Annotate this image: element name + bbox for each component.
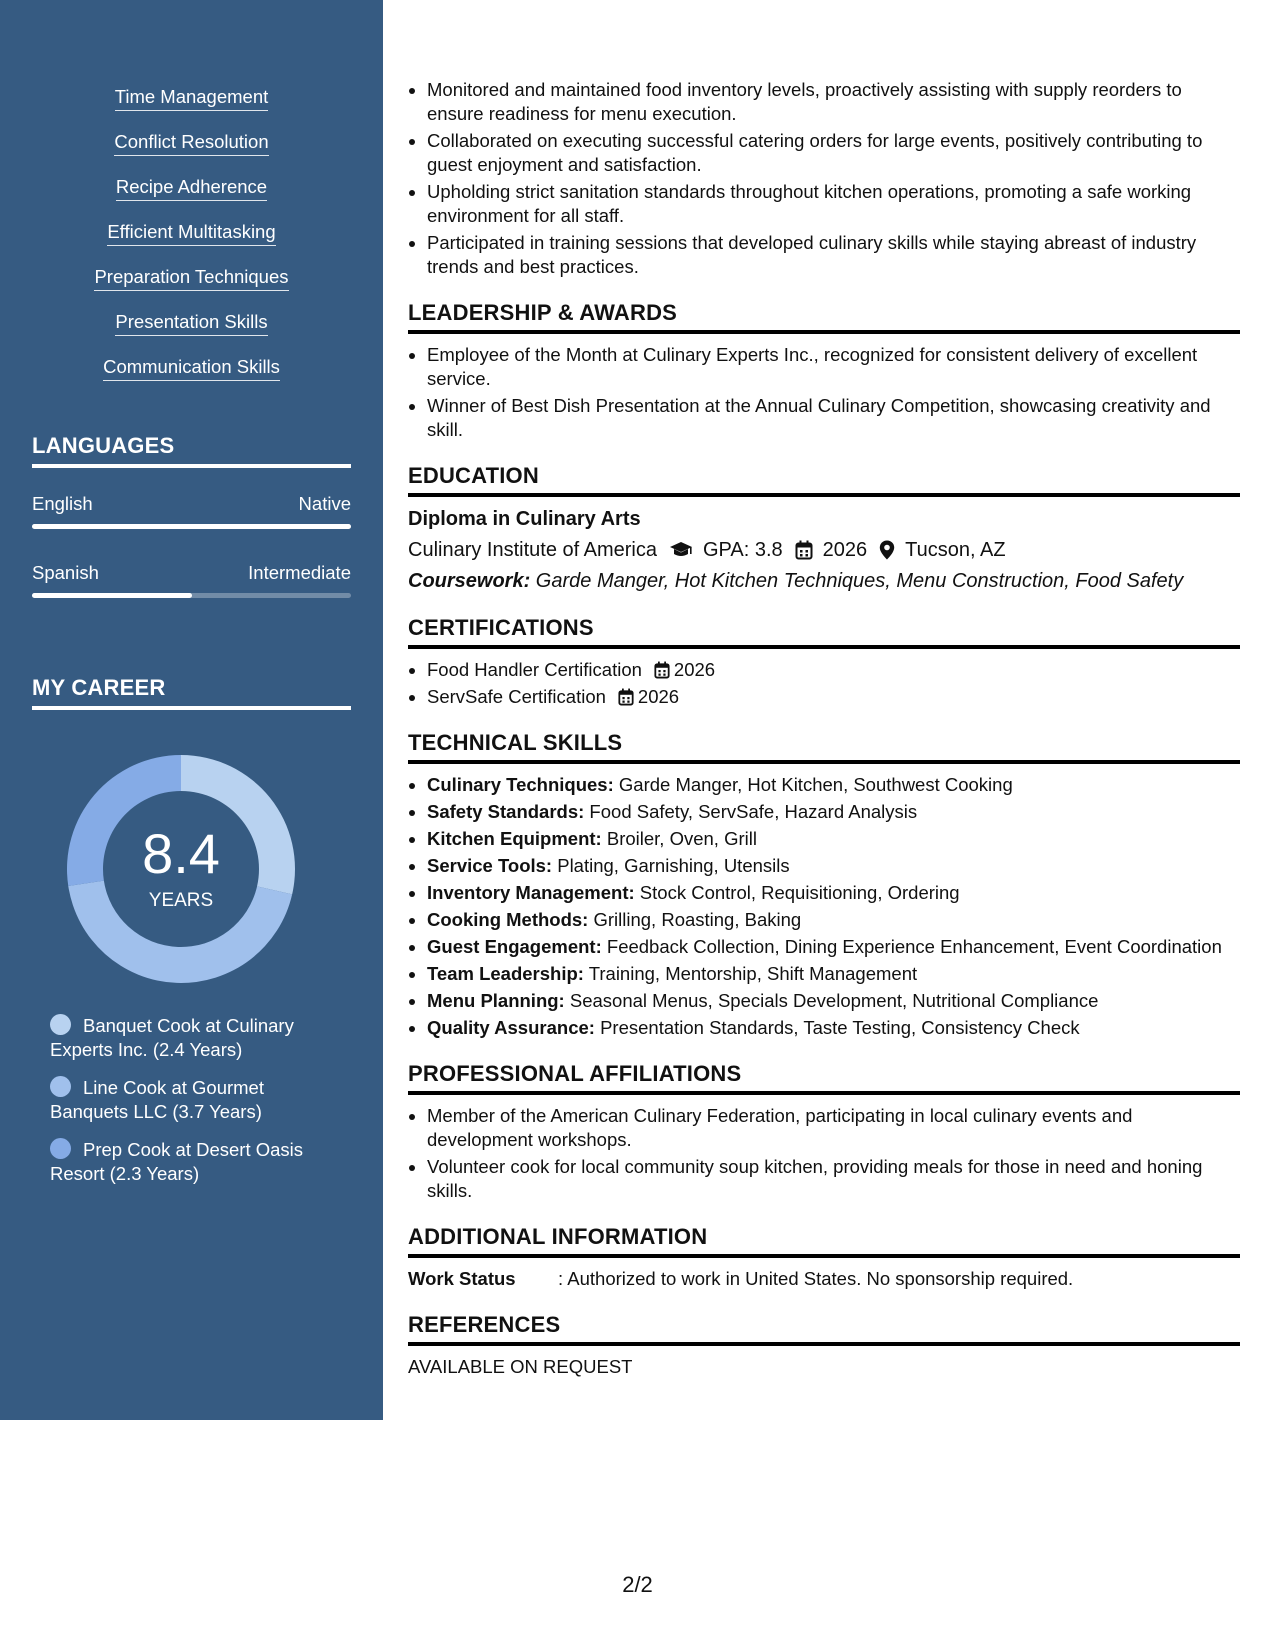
certification-item <box>427 658 1240 682</box>
tech-skill-item <box>427 881 1240 905</box>
leadership-item: • Employee of the Month at Culinary Experts Inc., recognized for consistent delivery of excellent service. <box>427 343 1240 391</box>
education-details <box>408 537 1240 563</box>
career-item <box>50 1138 340 1186</box>
certifications-list <box>408 658 1240 709</box>
experience-bullet: • Participated in training sessions that developed culinary skills while staying abreast of industry trends and best practices. <box>427 231 1240 279</box>
education-coursework <box>408 568 1240 594</box>
tech-skill-value: Broiler, Oven, Grill <box>601 828 757 849</box>
main-content <box>408 78 1240 1379</box>
certification-year: 2026 <box>673 659 716 680</box>
language-bar-fill <box>32 593 192 598</box>
career-total-years: 8.4 <box>142 822 220 885</box>
tech-skill-item <box>427 854 1240 878</box>
certification-name: • ServSafe Certification <box>427 686 606 707</box>
sidebar <box>0 0 383 1420</box>
skill-item <box>0 86 383 131</box>
tech-skill-label: Safety Standards: <box>427 801 585 822</box>
leadership-list <box>408 343 1240 442</box>
technical-skills-list <box>408 773 1240 1040</box>
languages-heading: LANGUAGES <box>32 433 351 468</box>
tech-skill-item <box>427 962 1240 986</box>
career-item-text: Line Cook at Gourmet Banquets LLC (3.7 Years) <box>50 1077 264 1122</box>
certification-item <box>427 685 1240 709</box>
work-status-value: : Authorized to work in United States. No sponsorship required. <box>558 1268 1074 1289</box>
tech-skill-item <box>427 908 1240 932</box>
skill-label: Conflict Resolution <box>114 131 268 156</box>
location-pin-icon <box>879 540 895 560</box>
calendar-icon <box>654 661 670 679</box>
experience-bullets <box>408 78 1240 279</box>
references-text: AVAILABLE ON REQUEST <box>408 1356 633 1377</box>
tech-skill-label: Team Leadership: <box>427 963 584 984</box>
tech-skill-item <box>427 773 1240 797</box>
skill-label: Communication Skills <box>103 356 280 381</box>
skill-item <box>0 266 383 311</box>
affiliation-item: • Volunteer cook for local community soup kitchen, providing meals for those in need and honing skills. <box>427 1155 1240 1203</box>
tech-skill-item <box>427 989 1240 1013</box>
career-item-text: Prep Cook at Desert Oasis Resort (2.3 Years) <box>50 1139 304 1184</box>
language-row-spanish <box>32 562 351 584</box>
tech-skill-item <box>427 827 1240 851</box>
career-legend-dot <box>50 1076 71 1097</box>
language-bar-fill <box>32 524 351 529</box>
skill-item <box>0 356 383 401</box>
calendar-icon <box>795 540 813 560</box>
education-heading: EDUCATION <box>408 462 1240 497</box>
additional-info-heading: ADDITIONAL INFORMATION <box>408 1223 1240 1258</box>
skill-item <box>0 176 383 221</box>
affiliations-heading: PROFESSIONAL AFFILIATIONS <box>408 1060 1240 1095</box>
page-number: 2/2 <box>622 1572 653 1597</box>
tech-skill-value: Stock Control, Requisitioning, Ordering <box>634 882 960 903</box>
education-degree: Diploma in Culinary Arts <box>408 508 641 530</box>
soft-skills-list <box>0 86 383 401</box>
career-heading: MY CAREER <box>32 675 351 710</box>
language-name: English <box>32 493 93 514</box>
skill-item <box>0 221 383 266</box>
education-year: 2026 <box>822 539 868 561</box>
experience-bullet: • Monitored and maintained food inventory levels, proactively assisting with supply reorders to ensure readiness for menu execution. <box>427 78 1240 126</box>
affiliation-item: • Member of the American Culinary Federation, participating in local culinary events and development workshops. <box>427 1104 1240 1152</box>
language-name: Spanish <box>32 562 99 583</box>
leadership-heading: LEADERSHIP & AWARDS <box>408 299 1240 334</box>
career-item <box>50 1014 340 1062</box>
tech-skill-label: Quality Assurance: <box>427 1017 595 1038</box>
education-gpa: GPA: 3.8 <box>703 539 783 561</box>
references-heading: REFERENCES <box>408 1311 1240 1346</box>
tech-skill-value: Garde Manger, Hot Kitchen, Southwest Cooking <box>613 774 1013 795</box>
work-status-label: Work Status <box>408 1268 516 1289</box>
career-legend-dot <box>50 1138 71 1159</box>
tech-skill-value: Food Safety, ServSafe, Hazard Analysis <box>584 801 918 822</box>
education-location: Tucson, AZ <box>905 539 1006 561</box>
education-school: Culinary Institute of America <box>408 539 657 561</box>
coursework-label: Coursework: <box>408 570 531 592</box>
skill-label: Recipe Adherence <box>116 176 267 201</box>
experience-bullet: • Collaborated on executing successful catering orders for large events, positively contributing to guest enjoyment and satisfaction. <box>427 129 1240 177</box>
experience-bullet: • Upholding strict sanitation standards throughout kitchen operations, promoting a safe working environment for all staff. <box>427 180 1240 228</box>
career-legend-dot <box>50 1014 71 1035</box>
tech-skill-value: Feedback Collection, Dining Experience Enhancement, Event Coordination <box>601 936 1222 957</box>
career-item <box>50 1076 340 1124</box>
tech-skill-value: Presentation Standards, Taste Testing, Consistency Check <box>594 1017 1080 1038</box>
affiliations-list <box>408 1104 1240 1203</box>
tech-skill-item <box>427 1016 1240 1040</box>
graduation-cap-icon <box>669 541 693 559</box>
skill-label: Time Management <box>115 86 269 111</box>
tech-skill-value: Plating, Garnishing, Utensils <box>552 855 790 876</box>
work-status-row <box>408 1267 1240 1291</box>
calendar-icon <box>618 688 634 706</box>
leadership-item: • Winner of Best Dish Presentation at the Annual Culinary Competition, showcasing creativity and skill. <box>427 394 1240 442</box>
tech-skill-label: Culinary Techniques: <box>427 774 614 795</box>
language-bar-spanish <box>32 593 351 598</box>
language-level: Intermediate <box>248 562 351 583</box>
tech-skill-label: Guest Engagement: <box>427 936 602 957</box>
tech-skill-item <box>427 935 1240 959</box>
coursework-value: Garde Manger, Hot Kitchen Techniques, Menu Construction, Food Safety <box>530 570 1184 592</box>
skill-label: Efficient Multitasking <box>107 221 275 246</box>
skill-item <box>0 311 383 356</box>
tech-skill-label: Menu Planning: <box>427 990 565 1011</box>
career-item-text: Banquet Cook at Culinary Experts Inc. (2.4 Years) <box>50 1015 294 1060</box>
career-total-unit: YEARS <box>148 890 214 911</box>
tech-skill-label: Cooking Methods: <box>427 909 589 930</box>
skill-item <box>0 131 383 176</box>
certification-year: 2026 <box>637 686 680 707</box>
language-row-english <box>32 493 351 515</box>
tech-skill-label: Service Tools: <box>427 855 553 876</box>
tech-skill-label: Inventory Management: <box>427 882 635 903</box>
tech-skill-item <box>427 800 1240 824</box>
language-bar-english <box>32 524 351 529</box>
tech-skill-value: Grilling, Roasting, Baking <box>588 909 802 930</box>
certifications-heading: CERTIFICATIONS <box>408 614 1240 649</box>
skill-label: Preparation Techniques <box>94 266 288 291</box>
technical-skills-heading: TECHNICAL SKILLS <box>408 729 1240 764</box>
language-level: Native <box>298 493 351 514</box>
certification-name: • Food Handler Certification <box>427 659 642 680</box>
tech-skill-label: Kitchen Equipment: <box>427 828 602 849</box>
skill-label: Presentation Skills <box>115 311 267 336</box>
tech-skill-value: Training, Mentorship, Shift Management <box>583 963 918 984</box>
tech-skill-value: Seasonal Menus, Specials Development, Nutritional Compliance <box>564 990 1099 1011</box>
